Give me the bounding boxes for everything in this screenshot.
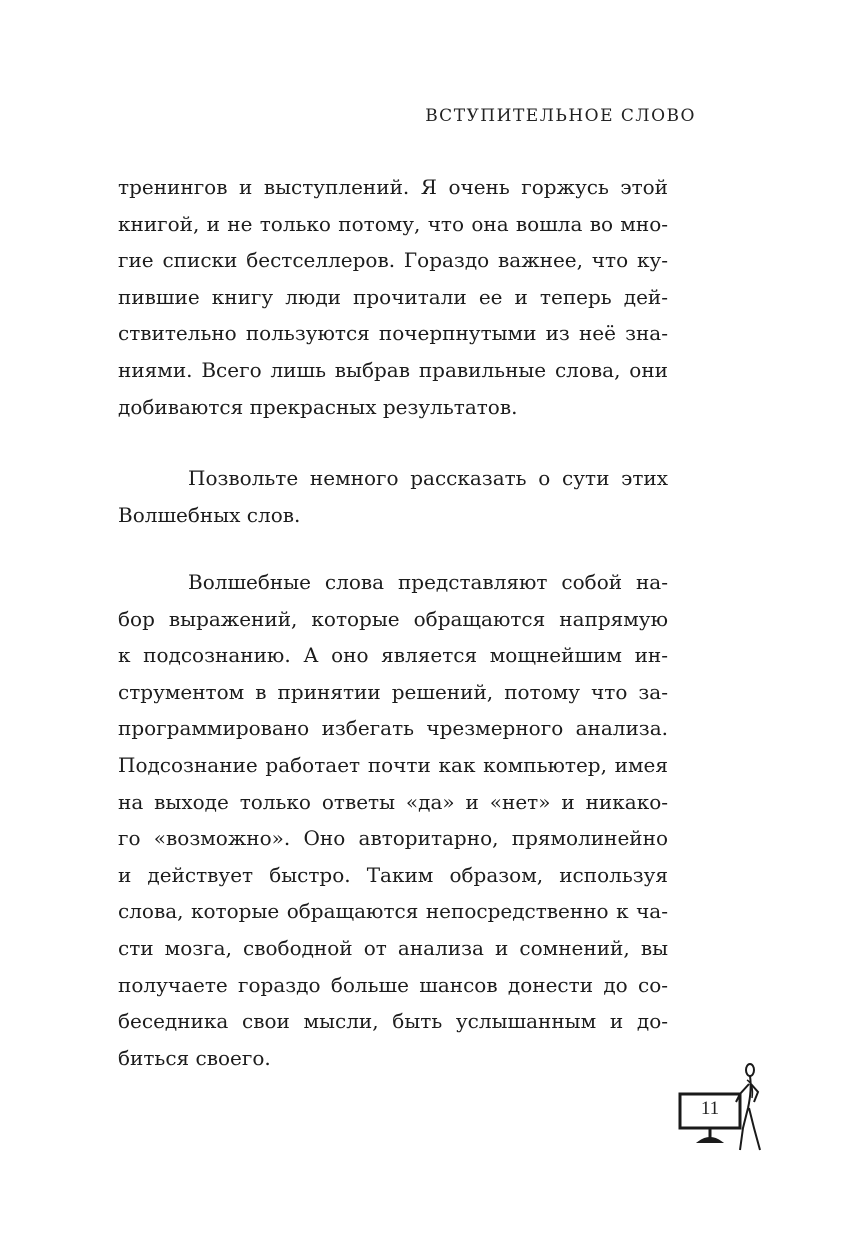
text-line: к подсознанию. А оно является мощнейшим ин-	[118, 643, 668, 668]
text-line: беседника свои мысли, быть услышанным и до-	[118, 1009, 668, 1034]
text-line: Волшебных слов.	[118, 502, 301, 527]
text-line: на выходе только ответы «да» и «нет» и никако-	[118, 789, 668, 814]
paragraph-2	[118, 460, 668, 533]
text-line: книгой, и не только потому, что она вошла во мно-	[118, 211, 668, 236]
page-folio	[668, 1058, 778, 1158]
paragraph-3	[118, 564, 668, 1076]
text-line: получаете гораздо больше шансов донести до со-	[118, 972, 668, 997]
text-line: сти мозга, свободной от анализа и сомнений, вы	[118, 935, 668, 960]
text-line: Позвольте немного рассказать о сути этих	[188, 466, 668, 490]
text-line: слова, которые обращаются непосредственно к ча-	[118, 899, 668, 924]
text-line: бор выражений, которые обращаются напрямую	[118, 606, 668, 631]
running-head: ВСТУПИТЕЛЬНОЕ СЛОВО	[425, 106, 696, 126]
text-line: тренингов и выступлений. Я очень горжусь этой	[118, 175, 668, 199]
text-line: Волшебные слова представляют собой на-	[188, 570, 668, 594]
text-line: и действует быстро. Таким образом, используя	[118, 862, 668, 887]
text-line: струментом в принятии решений, потому что за-	[118, 679, 668, 704]
text-line: ниями. Всего лишь выбрав правильные слова, они	[118, 357, 668, 382]
page-number: 11	[700, 1098, 720, 1119]
text-line: пившие книгу люди прочитали ее и теперь дей-	[118, 284, 668, 309]
text-line: гие списки бестселлеров. Гораздо важнее, что ку-	[118, 248, 668, 273]
paragraph-1	[118, 169, 668, 425]
text-line: биться своего.	[118, 1045, 271, 1070]
text-line: ствительно пользуются почерпнутыми из неё зна-	[118, 321, 668, 346]
text-line: Подсознание работает почти как компьютер, имея	[118, 752, 668, 777]
text-line: го «возможно». Оно авторитарно, прямолинейно	[118, 826, 668, 851]
text-line: программировано избегать чрезмерного анализа.	[118, 716, 668, 741]
text-line: добиваются прекрасных результатов.	[118, 394, 518, 419]
